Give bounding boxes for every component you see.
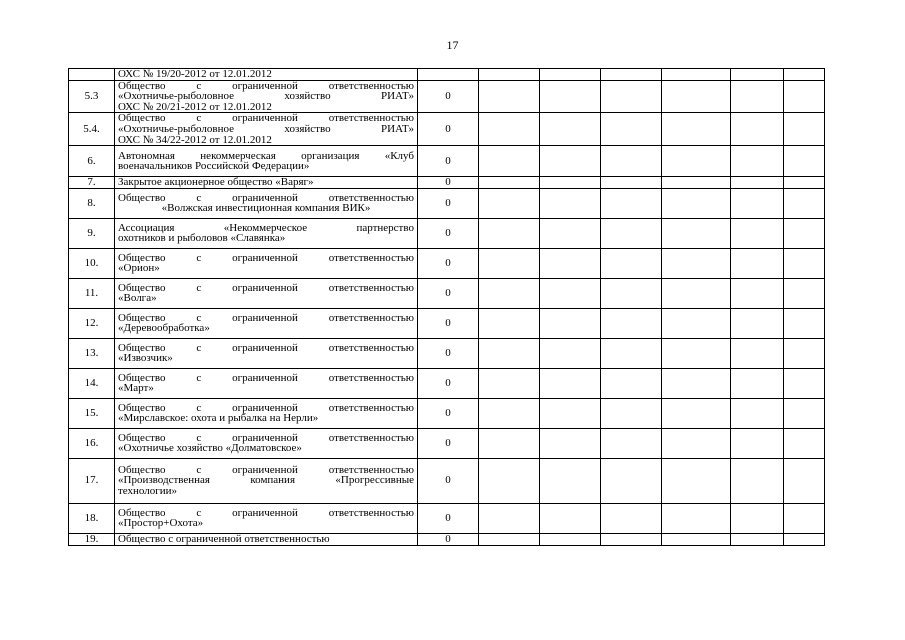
empty-cell — [784, 308, 825, 338]
empty-cell — [662, 69, 731, 81]
organization-name — [115, 80, 418, 113]
empty-cell — [662, 398, 731, 428]
organization-name — [115, 338, 418, 368]
empty-cell — [479, 69, 540, 81]
empty-cell — [479, 398, 540, 428]
empty-cell — [784, 398, 825, 428]
row-number: 11. — [69, 278, 115, 308]
empty-cell — [540, 503, 601, 533]
row-number: 8. — [69, 188, 115, 218]
table-body — [69, 69, 825, 546]
empty-cell — [540, 278, 601, 308]
empty-cell — [731, 80, 784, 113]
organization-name — [115, 428, 418, 458]
empty-cell — [601, 338, 662, 368]
organization-name-line: Общество с ограниченной ответственностью — [118, 311, 414, 324]
table-row — [69, 503, 825, 533]
value-cell: 0 — [418, 338, 479, 368]
empty-cell — [662, 458, 731, 503]
row-number: 9. — [69, 218, 115, 248]
organization-name-line: «Март» — [118, 382, 154, 395]
organization-name — [115, 146, 418, 177]
organization-name-line: «Простор+Охота» — [118, 517, 204, 530]
empty-cell — [662, 278, 731, 308]
organization-name-line: Общество с ограниченной ответственностью — [118, 80, 414, 92]
row-number: 13. — [69, 338, 115, 368]
table-row — [69, 69, 825, 81]
value-cell: 0 — [418, 146, 479, 177]
organization-name — [115, 248, 418, 278]
value-cell: 0 — [418, 308, 479, 338]
empty-cell — [479, 458, 540, 503]
row-number: 17. — [69, 458, 115, 503]
row-number: 16. — [69, 428, 115, 458]
empty-cell — [731, 428, 784, 458]
empty-cell — [479, 368, 540, 398]
organization-name-line: Общество с ограниченной ответственностью — [118, 371, 414, 384]
row-number: 6. — [69, 146, 115, 177]
empty-cell — [601, 177, 662, 189]
table-row — [69, 278, 825, 308]
empty-cell — [784, 533, 825, 545]
table-row — [69, 248, 825, 278]
empty-cell — [662, 533, 731, 545]
table-row — [69, 398, 825, 428]
empty-cell — [784, 146, 825, 177]
table-row — [69, 338, 825, 368]
organization-name-line: Общество с ограниченной ответственностью — [118, 191, 414, 204]
row-number: 5.4. — [69, 113, 115, 146]
row-number: 7. — [69, 177, 115, 189]
organization-name — [115, 458, 418, 503]
empty-cell — [662, 188, 731, 218]
value-cell: 0 — [418, 80, 479, 113]
row-number: 14. — [69, 368, 115, 398]
empty-cell — [662, 218, 731, 248]
empty-cell — [540, 308, 601, 338]
organization-name-line: «Орион» — [118, 262, 160, 275]
empty-cell — [601, 278, 662, 308]
empty-cell — [479, 188, 540, 218]
empty-cell — [662, 80, 731, 113]
organization-name-line: Ассоциация «Некоммерческое партнерство — [118, 221, 414, 234]
row-number: 12. — [69, 308, 115, 338]
row-number: 19. — [69, 533, 115, 545]
empty-cell — [731, 278, 784, 308]
value-cell: 0 — [418, 188, 479, 218]
empty-cell — [784, 458, 825, 503]
organization-name-line: Общество с ограниченной ответственностью — [118, 281, 414, 294]
empty-cell — [731, 218, 784, 248]
page-number: 17 — [446, 38, 459, 52]
value-cell — [418, 69, 479, 81]
organization-name — [115, 398, 418, 428]
empty-cell — [601, 398, 662, 428]
organization-name-line: ОХС № 20/21-2012 от 12.01.2012 — [118, 100, 272, 113]
empty-cell — [601, 69, 662, 81]
empty-cell — [540, 458, 601, 503]
organization-name — [115, 533, 418, 545]
organization-name-line: Закрытое акционерное общество «Варяг» — [118, 176, 314, 189]
row-number — [69, 69, 115, 81]
empty-cell — [662, 248, 731, 278]
organization-name — [115, 308, 418, 338]
empty-cell — [601, 188, 662, 218]
value-cell: 0 — [418, 458, 479, 503]
row-number: 15. — [69, 398, 115, 428]
organization-name-line: «Волга» — [118, 292, 157, 305]
organization-name — [115, 503, 418, 533]
organization-name-line: Общество с ограниченной ответственностью — [118, 112, 414, 125]
empty-cell — [601, 248, 662, 278]
table-row — [69, 80, 825, 113]
data-table — [68, 68, 825, 546]
empty-cell — [731, 113, 784, 146]
empty-cell — [601, 533, 662, 545]
empty-cell — [479, 146, 540, 177]
organization-name-line: «Охотничье-рыболовное хозяйство РИАТ» — [118, 122, 414, 135]
empty-cell — [662, 177, 731, 189]
empty-cell — [662, 503, 731, 533]
empty-cell — [479, 278, 540, 308]
empty-cell — [784, 503, 825, 533]
organization-name-line: ОХС № 34/22-2012 от 12.01.2012 — [118, 133, 272, 146]
empty-cell — [601, 80, 662, 113]
table-row — [69, 218, 825, 248]
table-row — [69, 458, 825, 503]
empty-cell — [601, 368, 662, 398]
empty-cell — [601, 113, 662, 146]
empty-cell — [540, 113, 601, 146]
empty-cell — [601, 308, 662, 338]
empty-cell — [479, 338, 540, 368]
value-cell: 0 — [418, 503, 479, 533]
empty-cell — [731, 177, 784, 189]
organization-name-line: Общество с ограниченной ответственностью — [118, 431, 414, 444]
empty-cell — [662, 428, 731, 458]
empty-cell — [784, 248, 825, 278]
empty-cell — [731, 458, 784, 503]
empty-cell — [601, 218, 662, 248]
value-cell: 0 — [418, 177, 479, 189]
organization-name — [115, 218, 418, 248]
value-cell: 0 — [418, 248, 479, 278]
organization-name-line: «Деревообработка» — [118, 322, 210, 335]
empty-cell — [784, 69, 825, 81]
organization-name-line: «Охотничье-рыболовное хозяйство РИАТ» — [118, 90, 414, 103]
organization-name-line: военачальников Российской Федерации» — [118, 160, 310, 173]
value-cell: 0 — [418, 428, 479, 458]
empty-cell — [662, 113, 731, 146]
value-cell: 0 — [418, 218, 479, 248]
organization-name-line: Общество с ограниченной ответственностью — [118, 463, 414, 476]
table-row — [69, 146, 825, 177]
empty-cell — [731, 146, 784, 177]
empty-cell — [784, 177, 825, 189]
organization-name-line: «Охотничье хозяйство «Долматовское» — [118, 442, 302, 455]
table-row — [69, 533, 825, 545]
empty-cell — [784, 278, 825, 308]
table-row — [69, 177, 825, 189]
organization-name-line: Автономная некоммерческая организация «Клуб — [118, 149, 414, 162]
organization-name-line: ОХС № 19/20-2012 от 12.01.2012 — [118, 68, 272, 80]
row-number: 5.3 — [69, 80, 115, 113]
organization-name-line: технологии» — [118, 485, 178, 498]
empty-cell — [601, 458, 662, 503]
value-cell: 0 — [418, 278, 479, 308]
empty-cell — [601, 146, 662, 177]
empty-cell — [540, 69, 601, 81]
empty-cell — [784, 80, 825, 113]
empty-cell — [784, 188, 825, 218]
empty-cell — [784, 218, 825, 248]
table-row — [69, 188, 825, 218]
empty-cell — [784, 428, 825, 458]
empty-cell — [479, 428, 540, 458]
empty-cell — [540, 398, 601, 428]
empty-cell — [479, 218, 540, 248]
organization-name-line: Общество с ограниченной ответственностью — [118, 401, 414, 414]
empty-cell — [731, 248, 784, 278]
organization-name — [115, 368, 418, 398]
empty-cell — [540, 177, 601, 189]
empty-cell — [662, 146, 731, 177]
empty-cell — [540, 428, 601, 458]
empty-cell — [540, 338, 601, 368]
value-cell: 0 — [418, 533, 479, 545]
empty-cell — [731, 338, 784, 368]
empty-cell — [731, 533, 784, 545]
empty-cell — [731, 368, 784, 398]
empty-cell — [479, 80, 540, 113]
row-number: 18. — [69, 503, 115, 533]
organization-name — [115, 113, 418, 146]
value-cell: 0 — [418, 398, 479, 428]
empty-cell — [479, 533, 540, 545]
empty-cell — [601, 428, 662, 458]
empty-cell — [662, 338, 731, 368]
organization-name-line: «Волжская инвестиционная компания ВИК» — [161, 202, 371, 215]
empty-cell — [731, 308, 784, 338]
organization-name — [115, 69, 418, 81]
empty-cell — [479, 113, 540, 146]
empty-cell — [479, 308, 540, 338]
empty-cell — [479, 177, 540, 189]
empty-cell — [479, 503, 540, 533]
empty-cell — [601, 503, 662, 533]
empty-cell — [540, 218, 601, 248]
value-cell: 0 — [418, 368, 479, 398]
table-row — [69, 308, 825, 338]
value-cell: 0 — [418, 113, 479, 146]
empty-cell — [540, 368, 601, 398]
empty-cell — [662, 308, 731, 338]
organization-name-line: Общество с ограниченной ответственностью — [118, 341, 414, 354]
empty-cell — [540, 533, 601, 545]
empty-cell — [540, 248, 601, 278]
organization-name-line: Общество с ограниченной ответственностью — [118, 251, 414, 264]
empty-cell — [540, 146, 601, 177]
table-row — [69, 113, 825, 146]
empty-cell — [731, 69, 784, 81]
organization-name — [115, 278, 418, 308]
empty-cell — [731, 188, 784, 218]
organization-name-line: «Мирславское: охота и рыбалка на Нерли» — [118, 412, 319, 425]
empty-cell — [784, 113, 825, 146]
organization-name-line: охотников и рыболовов «Славянка» — [118, 232, 286, 245]
organization-name — [115, 177, 418, 189]
organization-name-line: Общество с ограниченной ответственностью — [118, 533, 330, 545]
empty-cell — [784, 368, 825, 398]
organization-name-line: «Извозчик» — [118, 352, 173, 365]
empty-cell — [479, 248, 540, 278]
organization-name-line: Общество с ограниченной ответственностью — [118, 506, 414, 519]
empty-cell — [784, 338, 825, 368]
empty-cell — [540, 80, 601, 113]
table-row — [69, 368, 825, 398]
organization-name-line: «Производственная компания «Прогрессивные — [118, 474, 414, 487]
table-row — [69, 428, 825, 458]
empty-cell — [731, 503, 784, 533]
empty-cell — [540, 188, 601, 218]
organization-name — [115, 188, 418, 218]
empty-cell — [731, 398, 784, 428]
row-number: 10. — [69, 248, 115, 278]
empty-cell — [662, 368, 731, 398]
